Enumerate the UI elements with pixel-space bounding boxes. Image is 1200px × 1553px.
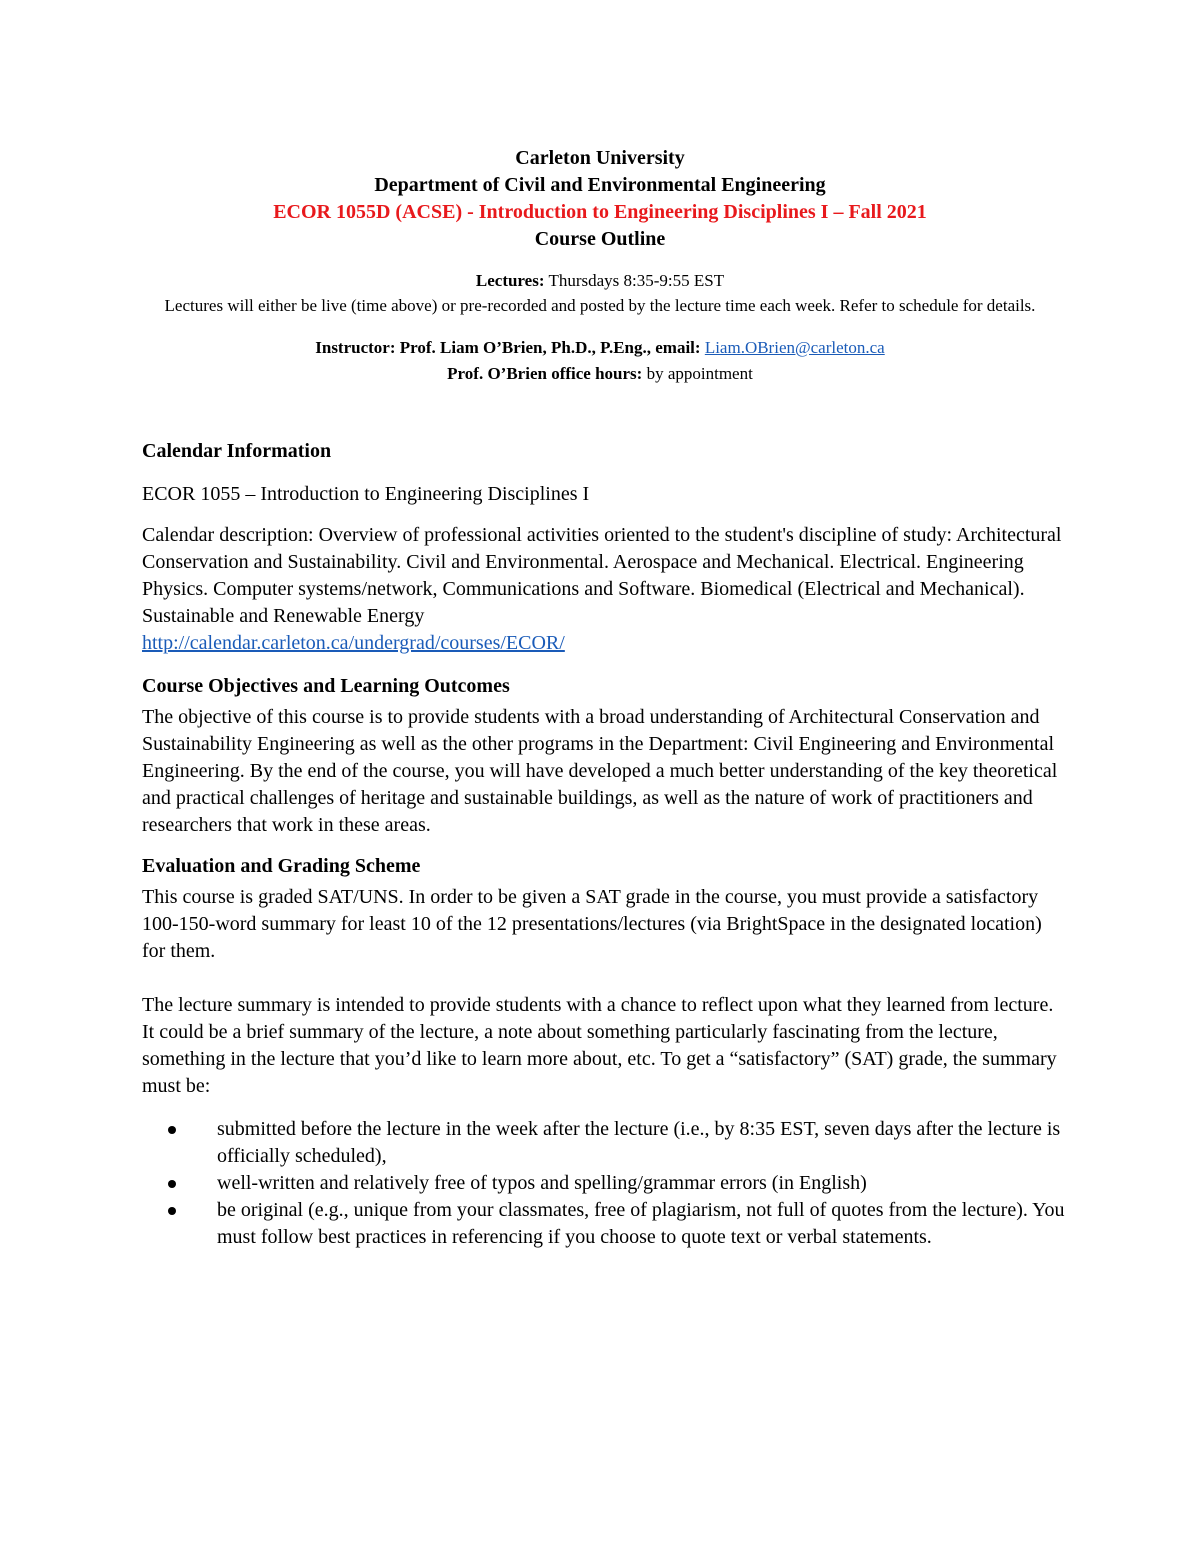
instructor-label: Instructor: Prof. Liam O’Brien, Ph.D., P.Eng., email:	[315, 338, 701, 357]
list-item	[142, 1197, 1070, 1251]
calendar-course-line: ECOR 1055 – Introduction to Engineering Disciplines I	[142, 483, 590, 505]
outline-label: Course Outline	[534, 228, 666, 250]
list-item-text: submitted before the lecture in the week after the lecture (i.e., by 8:35 EST, seven days after the lecture is officially scheduled),	[217, 1118, 1061, 1167]
university-name: Carleton University	[515, 147, 685, 169]
bullet-icon	[168, 1126, 176, 1134]
calendar-description-text: Calendar description: Overview of professional activities oriented to the student's discipline of study: Architectural Conservation and Sustainability. Civil and Environmental. Aerospace and Mechanical. Electrical. Engineering Physics. Computer systems/network, Communications and Software. Biomedical (Electrical and Mechanical). Sustainable and Renewable Energy	[142, 524, 1062, 627]
requirements-list	[142, 1116, 1070, 1251]
lectures-label: Lectures:	[475, 271, 545, 290]
evaluation-heading: Evaluation and Grading Scheme	[142, 855, 421, 877]
calendar-description	[142, 522, 1070, 657]
bullet-icon	[168, 1180, 176, 1188]
document-body	[142, 438, 1070, 1251]
list-item	[142, 1116, 1070, 1170]
calendar-heading: Calendar Information	[142, 440, 332, 462]
lectures-note: Lectures will either be live (time above) or pre-recorded and posted by the lecture time each week. Refer to schedule for details.	[164, 296, 1036, 315]
objectives-heading: Course Objectives and Learning Outcomes	[142, 675, 510, 697]
office-hours-value: by appointment	[642, 364, 753, 383]
calendar-url-link[interactable]: http://calendar.carleton.ca/undergrad/courses/ECOR/	[142, 632, 565, 654]
objectives-text: The objective of this course is to provide students with a broad understanding of Architectural Conservation and Sustainability Engineering as well as the other programs in the Department: Civil Engineering and Environmental Engineering. By the end of the course, you will have developed a much better understanding of the key theoretical and practical challenges of heritage and sustainable buildings, as well as the nature of work of practitioners and researchers that work in these areas.	[142, 706, 1058, 836]
list-item-text: be original (e.g., unique from your classmates, free of plagiarism, not full of quotes from the lecture). You must follow best practices in referencing if you choose to quote text or verbal statements.	[217, 1199, 1065, 1248]
bullet-icon	[168, 1207, 176, 1215]
course-title: ECOR 1055D (ACSE) - Introduction to Engineering Disciplines I – Fall 2021	[273, 201, 927, 223]
department-name: Department of Civil and Environmental Engineering	[374, 174, 826, 196]
document-header	[142, 145, 1058, 387]
evaluation-para-2: The lecture summary is intended to provide students with a chance to reflect upon what they learned from lecture. It could be a brief summary of the lecture, a note about something particularly fascinating from the lecture, something in the lecture that you’d like to learn more about, etc. To get a “satisfactory” (SAT) grade, the summary must be:	[142, 994, 1057, 1097]
office-hours-label: Prof. O’Brien office hours:	[447, 364, 643, 383]
list-item	[142, 1170, 1070, 1197]
lectures-time: Thursdays 8:35-9:55 EST	[544, 271, 725, 290]
list-item-text: well-written and relatively free of typos and spelling/grammar errors (in English)	[217, 1172, 867, 1194]
instructor-email-link[interactable]: Liam.OBrien@carleton.ca	[704, 338, 885, 357]
instructor-line	[142, 335, 1058, 361]
evaluation-para-1: This course is graded SAT/UNS. In order to be given a SAT grade in the course, you must provide a satisfactory 100-150-word summary for least 10 of the 12 presentations/lectures (via BrightSpace in the designated location) for them.	[142, 886, 1042, 962]
lectures-line	[142, 268, 1058, 293]
office-hours-line	[142, 361, 1058, 387]
